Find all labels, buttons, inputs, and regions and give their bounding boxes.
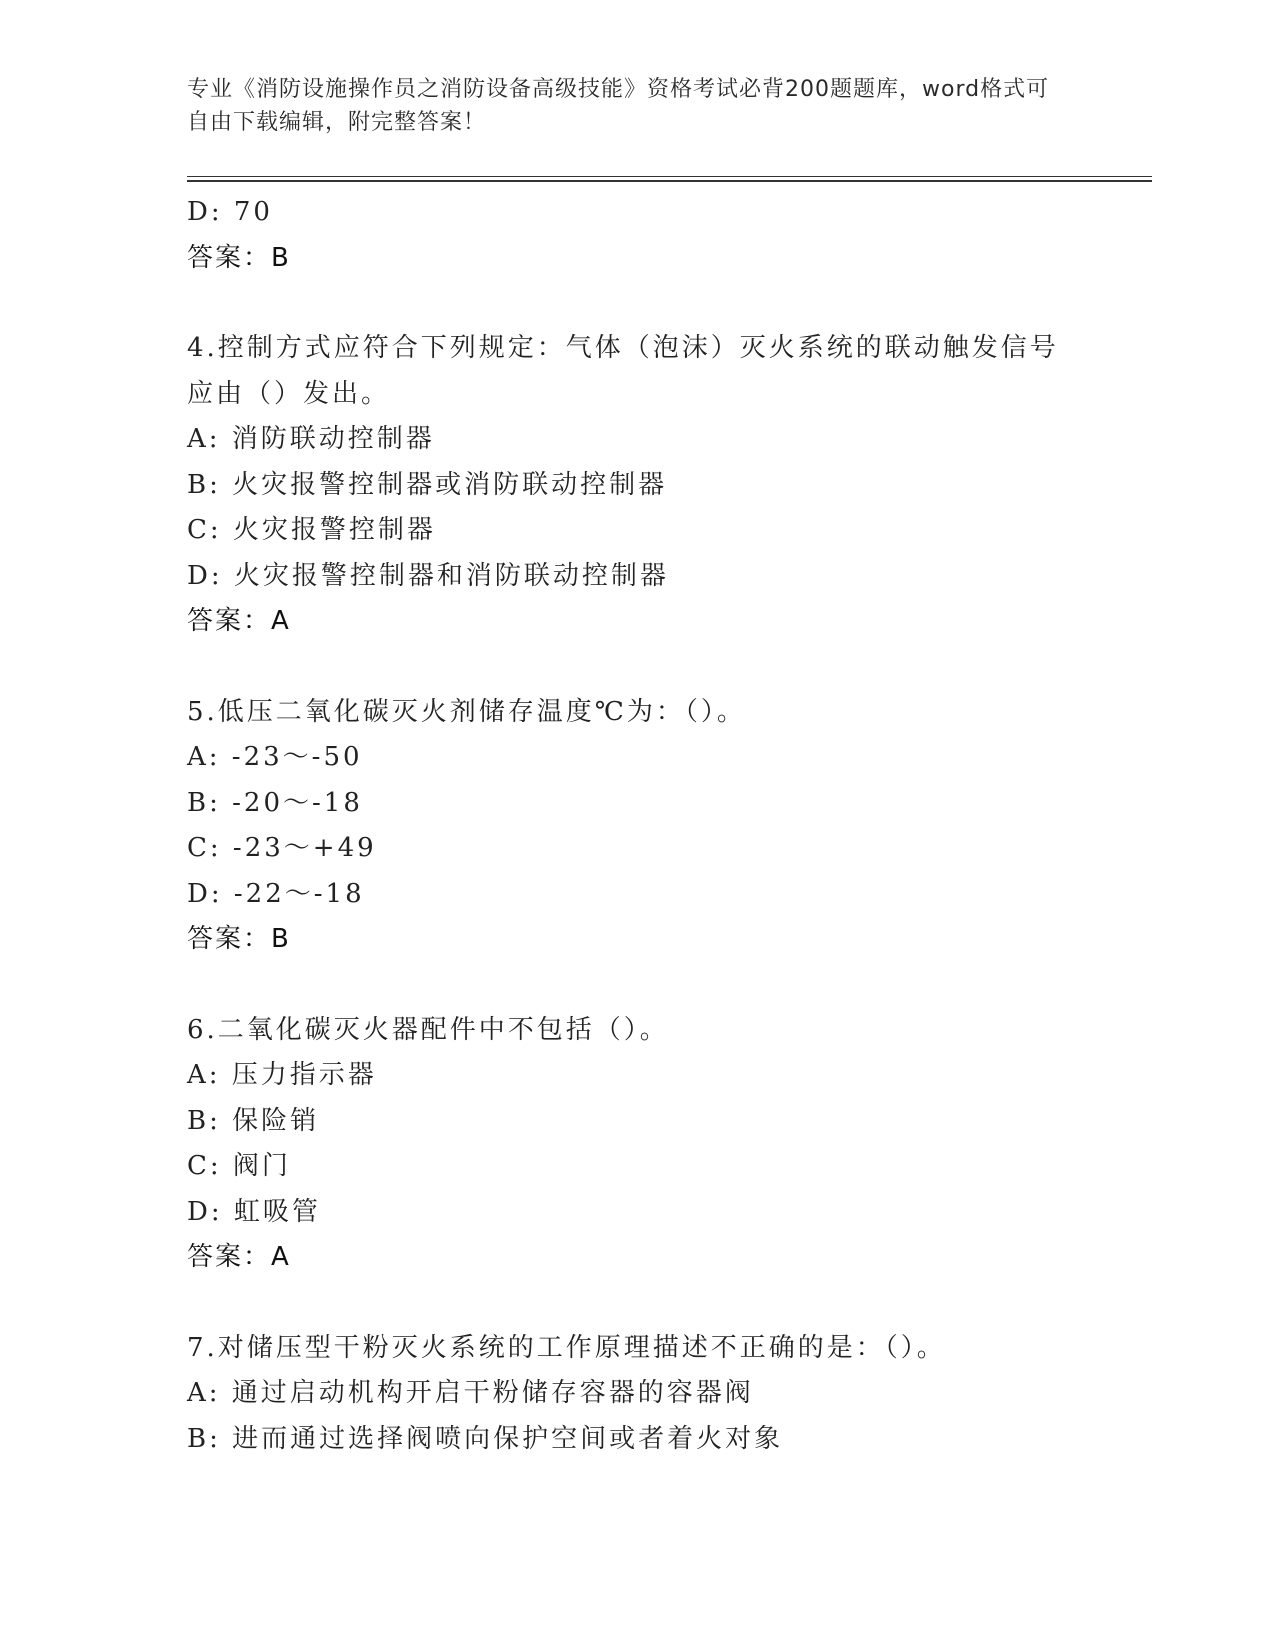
- question-4: [187, 326, 1147, 645]
- document-body: [187, 190, 1147, 1462]
- option-c: C: 阀门: [187, 1151, 291, 1181]
- header-rule-thin: [187, 176, 1152, 177]
- option-d: D: -22～-18: [187, 878, 365, 909]
- option-d: D: 虹吸管: [187, 1196, 321, 1227]
- question-stem: 4.控制方式应符合下列规定：气体（泡沫）灭火系统的联动触发信号: [187, 333, 1059, 363]
- option-a: A: 压力指示器: [187, 1060, 377, 1090]
- question-stem: 6.二氧化碳灭火器配件中不包括（）。: [187, 1014, 669, 1045]
- option-c: C: 火灾报警控制器: [187, 515, 436, 545]
- option-a: A: 通过启动机构开启干粉储存容器的容器阀: [187, 1378, 754, 1408]
- answer-line: 答案：A: [187, 606, 291, 636]
- option-a: A: -23～-50: [187, 742, 363, 772]
- question-stem: 7.对储压型干粉灭火系统的工作原理描述不正确的是：（）。: [187, 1332, 946, 1363]
- question-6: [187, 1008, 1147, 1281]
- option-d: D: 火灾报警控制器和消防联动控制器: [187, 560, 669, 591]
- option-b: B: 火灾报警控制器或消防联动控制器: [187, 469, 668, 500]
- option-b: B: 进而通过选择阀喷向保护空间或者着火对象: [187, 1423, 784, 1454]
- question-5: [187, 690, 1147, 963]
- question-stem: 5.低压二氧化碳灭火剂储存温度℃为：（）。: [187, 696, 746, 727]
- document-header: 专业《消防设施操作员之消防设备高级技能》资格考试必背200题题库，word格式可自由下载编辑，附完整答案！: [187, 77, 1050, 135]
- header-rule-thick: [187, 180, 1152, 182]
- answer-line: 答案：A: [187, 1242, 291, 1272]
- answer-line: 答案：B: [187, 924, 291, 954]
- option-b: B: -20～-18: [187, 787, 363, 818]
- question-7: [187, 1326, 1147, 1463]
- question-stem-continued: 应由（）发出。: [187, 378, 391, 409]
- option-c: C: -23～+49: [187, 833, 377, 863]
- option-a: A: 消防联动控制器: [187, 424, 435, 454]
- option-d: D: 70: [187, 197, 273, 227]
- option-b: B: 保险销: [187, 1105, 320, 1136]
- answer-line: 答案：B: [187, 242, 291, 273]
